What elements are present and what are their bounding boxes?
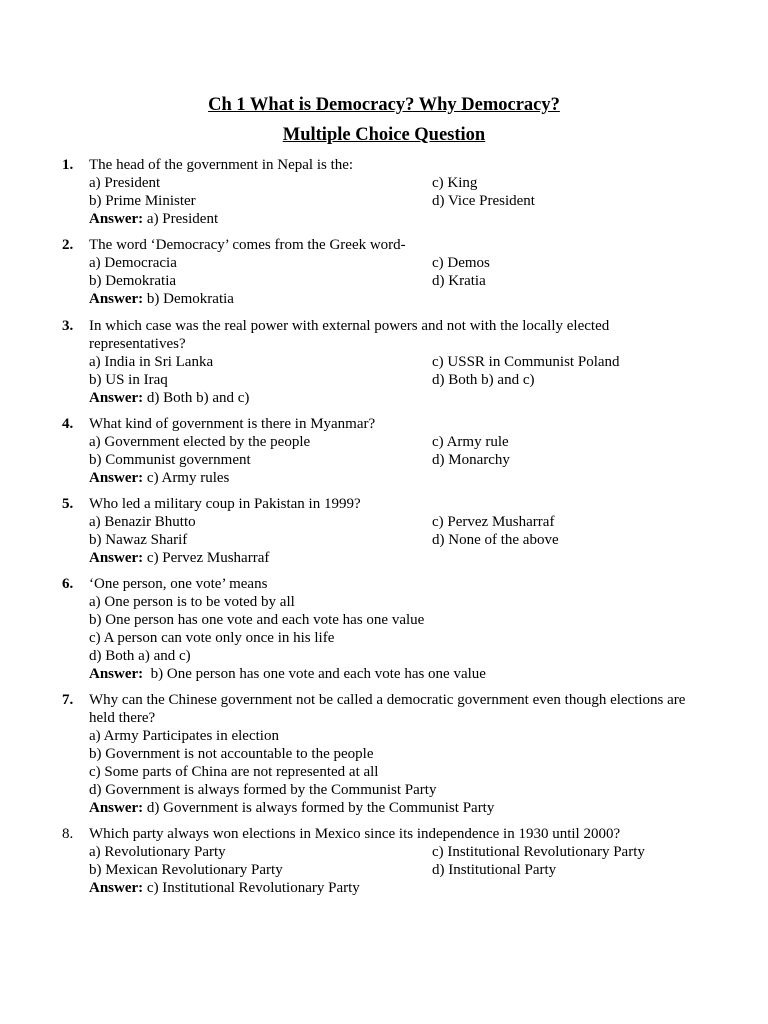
answer-label: Answer: (89, 880, 144, 896)
option-c: c) A person can vote only once in his life (89, 630, 335, 646)
option-b: b) US in Iraq (89, 372, 168, 388)
option-a: a) Benazir Bhutto (89, 514, 196, 530)
option-b: b) Demokratia (89, 273, 177, 289)
option-d: d) None of the above (432, 532, 559, 548)
answer-label: Answer: (89, 666, 144, 682)
answer-text: b) One person has one vote and each vote has one value (146, 666, 486, 682)
option-a: a) Revolutionary Party (89, 844, 226, 860)
option-c: c) Some parts of China are not represented at all (89, 764, 379, 780)
option-d: d) Monarchy (432, 452, 510, 468)
answer-label: Answer: (89, 291, 144, 307)
question-number: 1. (62, 157, 74, 173)
question-number: 6. (62, 576, 74, 592)
answer-label: Answer: (89, 211, 144, 227)
option-c: c) Demos (432, 255, 490, 271)
question-text: Which party always won elections in Mexico since its independence in 1930 until 2000? (89, 826, 621, 842)
question-number: 3. (62, 318, 74, 334)
question-text: held there? (89, 710, 156, 726)
answer-text: a) President (146, 211, 219, 227)
option-a: a) Government elected by the people (89, 434, 311, 450)
question-text: The head of the government in Nepal is the: (89, 157, 354, 173)
answer-label: Answer: (89, 470, 144, 486)
answer-text: d) Government is always formed by the Communist Party (146, 800, 495, 816)
answer-text: c) Institutional Revolutionary Party (146, 880, 360, 896)
option-c: c) Institutional Revolutionary Party (432, 844, 645, 860)
option-b: b) Mexican Revolutionary Party (89, 862, 283, 878)
option-a: a) President (89, 175, 161, 191)
answer-label: Answer: (89, 800, 144, 816)
question-text: What kind of government is there in Myanmar? (89, 416, 376, 432)
option-b: b) Communist government (89, 452, 251, 468)
question-number: 8. (62, 826, 74, 842)
question-number: 7. (62, 692, 74, 708)
question-number: 5. (62, 496, 74, 512)
question-text: In which case was the real power with external powers and not with the locally elected (89, 318, 610, 334)
page-title: Ch 1 What is Democracy? Why Democracy? (208, 95, 560, 115)
option-d: d) Kratia (432, 273, 486, 289)
answer-text: c) Army rules (146, 470, 230, 486)
answer-line (89, 549, 709, 567)
question-number: 2. (62, 237, 74, 253)
answer-line (89, 389, 709, 407)
question-text: ‘One person, one vote’ means (89, 576, 268, 592)
answer-line (89, 665, 709, 683)
option-d: d) Both a) and c) (89, 648, 191, 664)
question-text: The word ‘Democracy’ comes from the Greek word- (89, 237, 406, 253)
option-c: c) USSR in Communist Poland (432, 354, 620, 370)
option-d: d) Vice President (432, 193, 535, 209)
page-subtitle: Multiple Choice Question (282, 125, 486, 145)
option-c: c) Army rule (432, 434, 509, 450)
option-d: d) Institutional Party (432, 862, 557, 878)
answer-line (89, 879, 709, 897)
option-a: a) One person is to be voted by all (89, 594, 295, 610)
question-text: representatives? (89, 336, 186, 352)
answer-text: c) Pervez Musharraf (146, 550, 270, 566)
option-a: a) Democracia (89, 255, 177, 271)
answer-label: Answer: (89, 390, 144, 406)
question-text: Who led a military coup in Pakistan in 1999? (89, 496, 361, 512)
option-c: c) Pervez Musharraf (432, 514, 555, 530)
option-d: d) Both b) and c) (432, 372, 535, 388)
option-c: c) King (432, 175, 478, 191)
answer-line (89, 799, 709, 817)
option-d: d) Government is always formed by the Communist Party (89, 782, 437, 798)
answer-line (89, 210, 709, 228)
answer-line (89, 469, 709, 487)
option-b: b) Nawaz Sharif (89, 532, 188, 548)
question-text: Why can the Chinese government not be called a democratic government even though elections are (89, 692, 686, 708)
option-b: b) Government is not accountable to the people (89, 746, 374, 762)
option-b: b) Prime Minister (89, 193, 196, 209)
answer-text: b) Demokratia (146, 291, 234, 307)
answer-label: Answer: (89, 550, 144, 566)
question-number: 4. (62, 416, 74, 432)
answer-line (89, 290, 709, 308)
option-a: a) Army Participates in election (89, 728, 279, 744)
option-b: b) One person has one vote and each vote has one value (89, 612, 425, 628)
option-a: a) India in Sri Lanka (89, 354, 214, 370)
answer-text: d) Both b) and c) (146, 390, 250, 406)
